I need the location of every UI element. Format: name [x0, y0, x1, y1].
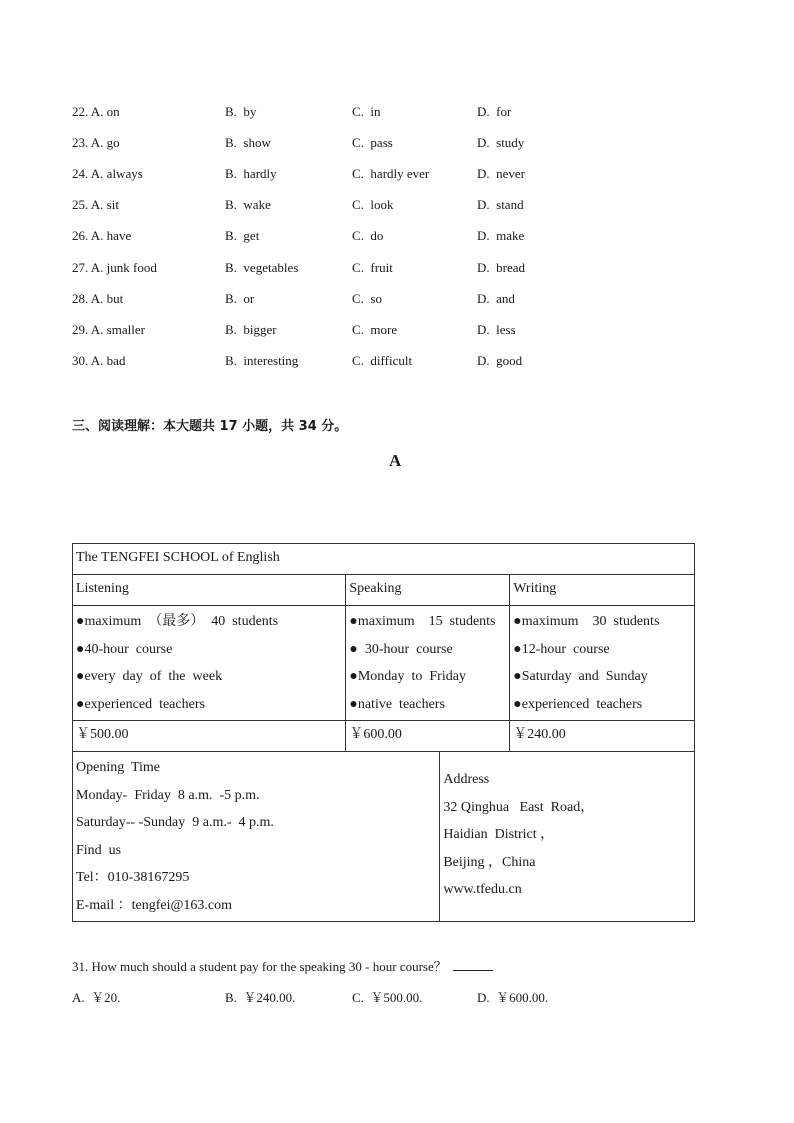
question-31-options	[72, 988, 632, 1008]
price-listening: ￥500.00	[73, 721, 346, 752]
detail-item: ●12-hour course	[513, 641, 610, 657]
option-a: 27. A. junk food	[72, 260, 157, 275]
option-a: 30. A. bad	[72, 353, 126, 368]
option-c: C. look	[352, 197, 394, 212]
detail-item: ● 30-hour course	[349, 641, 453, 657]
option-a: A. ￥20.	[72, 990, 121, 1005]
price-writing: ￥240.00	[510, 721, 695, 752]
option-a: 25. A. sit	[72, 197, 119, 212]
speaking-details	[346, 606, 510, 721]
option-c: C. hardly ever	[352, 166, 430, 181]
option-d: D. less	[477, 322, 516, 337]
info-line: Haidian District ，	[443, 827, 555, 842]
option-b: B. vegetables	[225, 260, 299, 275]
option-b: B. ￥240.00.	[225, 990, 296, 1005]
opening-time-contact	[73, 752, 440, 922]
detail-item: ●maximum （最多） 40 students	[76, 614, 279, 629]
section-title: 三、阅读理解：本大题共 17 小题，共 34 分。	[72, 419, 348, 434]
option-d: D. and	[477, 291, 515, 306]
ad-title: The TENGFEI SCHOOL of English	[73, 544, 695, 575]
answer-blank	[453, 958, 493, 971]
option-a: 29. A. smaller	[72, 322, 145, 337]
info-line: Address	[443, 772, 490, 787]
info-line: Saturday-- -Sunday 9 a.m.- 4 p.m.	[76, 815, 274, 830]
option-b: B. wake	[225, 197, 271, 212]
detail-item: ●maximum 15 students	[349, 614, 496, 629]
school-ad-table	[72, 543, 695, 922]
option-b: B. show	[225, 135, 271, 150]
option-b: B. hardly	[225, 166, 277, 181]
option-b: B. or	[225, 291, 255, 306]
option-c: C. in	[352, 104, 381, 119]
option-a: 24. A. always	[72, 166, 143, 181]
option-c: C. do	[352, 228, 384, 243]
option-c: C. fruit	[352, 260, 393, 275]
option-c: C. so	[352, 291, 382, 306]
option-b: B. get	[225, 228, 260, 243]
option-d: D. good	[477, 353, 523, 368]
detail-item: ●experienced teachers	[76, 696, 205, 712]
question-31-text: 31. How much should a student pay for the speaking 30 - hour course？	[72, 959, 447, 974]
option-c: C. difficult	[352, 353, 413, 368]
detail-item: ●maximum 30 students	[513, 614, 660, 629]
option-b: B. interesting	[225, 353, 299, 368]
option-d: D. bread	[477, 260, 526, 275]
info-line: Find us	[76, 842, 122, 858]
header-listening: Listening	[73, 575, 346, 606]
option-c: C. ￥500.00.	[352, 990, 423, 1005]
option-a: 28. A. but	[72, 291, 124, 306]
address	[440, 752, 695, 922]
option-a: 22. A. on	[72, 104, 120, 119]
detail-item: ●40-hour course	[76, 641, 173, 657]
option-a: 26. A. have	[72, 228, 132, 243]
header-speaking: Speaking	[346, 575, 510, 606]
option-d: D. never	[477, 166, 526, 181]
option-c: C. pass	[352, 135, 393, 150]
detail-item: ●Monday to Friday	[349, 669, 466, 684]
option-d: D. study	[477, 135, 525, 150]
info-line: Opening Time	[76, 760, 161, 775]
price-speaking: ￥600.00	[346, 721, 510, 752]
option-b: B. by	[225, 104, 257, 119]
option-a: 23. A. go	[72, 135, 120, 150]
info-line: Beijing ，China	[443, 854, 536, 870]
option-d: D. stand	[477, 197, 524, 212]
info-line: www.tfedu.cn	[443, 882, 522, 897]
detail-item: ●Saturday and Sunday	[513, 669, 648, 684]
option-b: B. bigger	[225, 322, 277, 337]
writing-details	[510, 606, 695, 721]
option-d: D. for	[477, 104, 512, 119]
option-d: D. ￥600.00.	[477, 990, 549, 1005]
option-c: C. more	[352, 322, 398, 337]
listening-details	[73, 606, 346, 721]
passage-letter: A	[389, 451, 402, 470]
info-line: 32 Qinghua East Road，	[443, 799, 595, 815]
detail-item: ●native teachers	[349, 696, 445, 712]
question-31	[72, 957, 493, 977]
header-writing: Writing	[510, 575, 695, 606]
info-line: Tel：010-38167295	[76, 870, 190, 885]
info-line: Monday- Friday 8 a.m. -5 p.m.	[76, 787, 260, 803]
info-line: E-mail ：tengfei@163.com	[76, 897, 232, 913]
option-d: D. make	[477, 228, 525, 243]
detail-item: ●every day of the week	[76, 669, 223, 684]
detail-item: ●experienced teachers	[513, 696, 643, 712]
